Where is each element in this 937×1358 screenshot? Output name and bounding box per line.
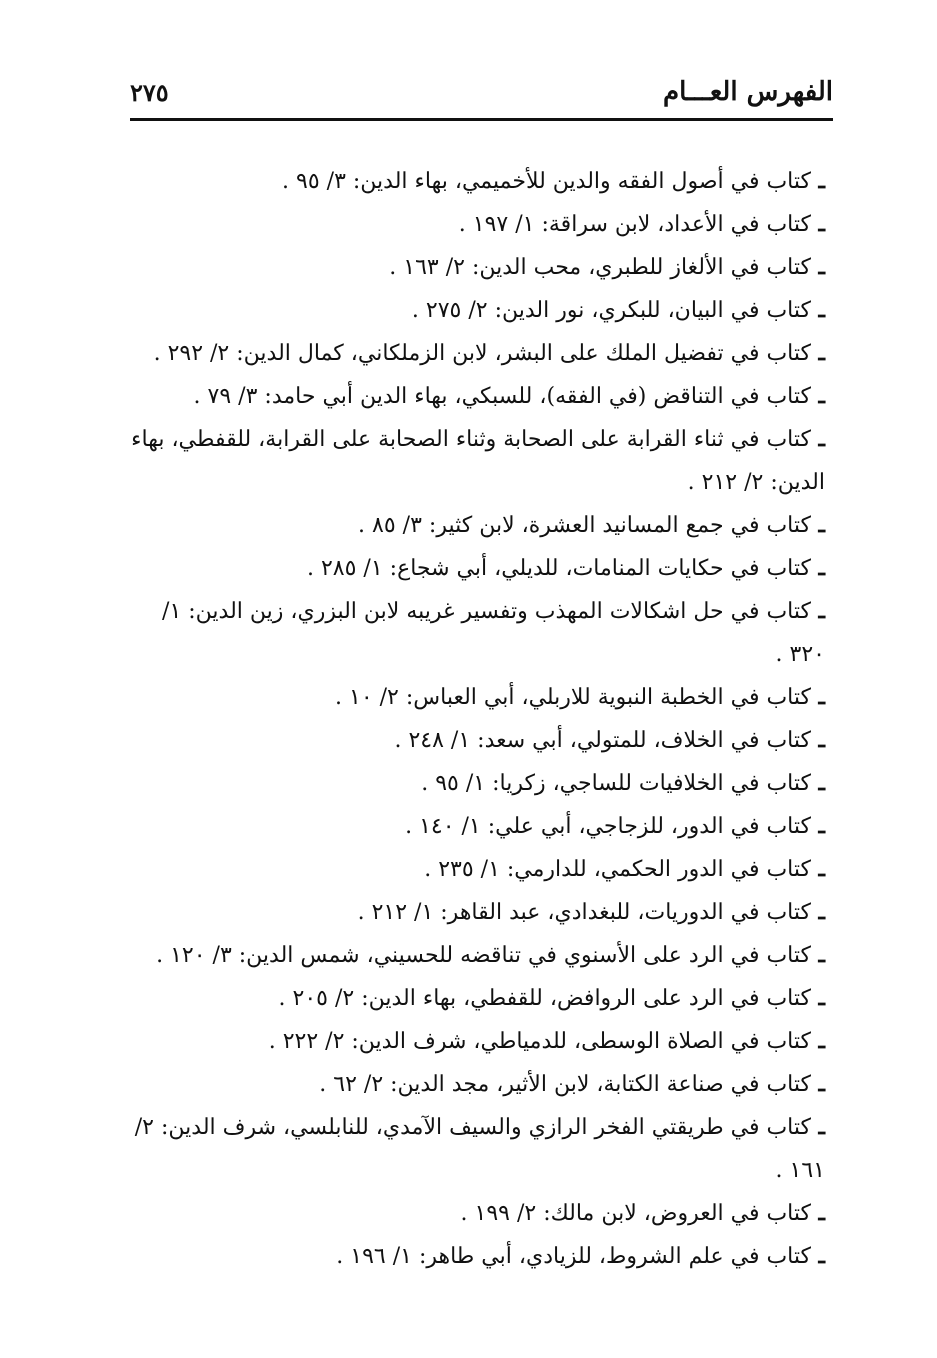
entry-text: كتاب في علم الشروط، للزيادي، أبي طاهر: ١/ ١٩٦ . [336,1244,811,1269]
page-header [130,68,833,116]
entry-text: كتاب في ثناء القرابة على الصحابة وثناء الصحابة على القرابة، للقفطي، بهاء الدين: ٢/ ٢١٢ . [131,427,825,495]
index-entry [130,547,825,590]
index-entry [130,1106,825,1192]
index-entry [130,504,825,547]
entry-dash: ـ [818,512,825,538]
entry-dash: ـ [818,727,825,753]
entry-dash: ـ [818,856,825,882]
index-entry [130,332,825,375]
index-entry [130,1192,825,1235]
entry-text: كتاب في صناعة الكتابة، لابن الأثير، مجد الدين: ٢/ ٦٢ . [319,1072,811,1097]
entry-dash: ـ [818,1028,825,1054]
entry-text: كتاب في طريقتي الفخر الرازي والسيف الآمدي، للنابلسي، شرف الدين: ٢/ ١٦١ . [134,1115,825,1183]
entry-dash: ـ [818,1243,825,1269]
entry-text: كتاب في العروض، لابن مالك: ٢/ ١٩٩ . [460,1201,811,1226]
entry-dash: ـ [818,168,825,194]
entry-dash: ـ [818,985,825,1011]
entry-dash: ـ [818,426,825,452]
index-entry [130,1063,825,1106]
index-entry [130,762,825,805]
entry-dash: ـ [818,211,825,237]
entry-text: كتاب في الدور الحكمي، للدارمي: ١/ ٢٣٥ . [424,857,811,882]
entry-text: كتاب في تفضيل الملك على البشر، لابن الزملكاني، كمال الدين: ٢/ ٢٩٢ . [153,341,811,366]
entry-text: كتاب في الأعداد، لابن سراقة: ١/ ١٩٧ . [458,212,811,237]
index-entry [130,160,825,203]
index-entry [130,719,825,762]
entry-dash: ـ [818,383,825,409]
entry-text: كتاب في الدوريات، للبغدادي، عبد القاهر: ١/ ٢١٢ . [357,900,811,925]
entry-dash: ـ [818,1114,825,1140]
index-entry [130,1235,825,1278]
entry-dash: ـ [818,813,825,839]
entry-text: كتاب في أصول الفقه والدين للأخميمي، بهاء الدين: ٣/ ٩٥ . [282,169,811,194]
running-title: الفهرس العـــام [663,77,833,107]
index-entry [130,1020,825,1063]
entry-text: كتاب في الخطبة النبوية للاربلي، أبي العباس: ٢/ ١٠ . [335,685,811,710]
entry-text: كتاب في الدور، للزجاجي، أبي علي: ١/ ١٤٠ . [405,814,811,839]
entry-text: كتاب في الرد على الأسنوي في تناقضه للحسيني، شمس الدين: ٣/ ١٢٠ . [156,943,811,968]
entry-dash: ـ [818,297,825,323]
entry-text: كتاب في حل اشكالات المهذب وتفسير غريبه لابن البزري، زين الدين: ١/ ٣٢٠ . [162,599,825,667]
entry-dash: ـ [818,684,825,710]
index-entry [130,289,825,332]
entry-dash: ـ [818,1071,825,1097]
entry-text: كتاب في البيان، للبكري، نور الدين: ٢/ ٢٧٥ . [411,298,811,323]
page-number: ٢٧٥ [130,77,169,107]
entry-text: كتاب في الرد على الروافض، للقفطي، بهاء الدين: ٢/ ٢٠٥ . [278,986,811,1011]
index-entry [130,418,825,504]
entry-dash: ـ [818,899,825,925]
entry-text: كتاب في الألغاز للطبري، محب الدين: ٢/ ١٦٣ . [389,255,811,280]
entry-dash: ـ [818,1200,825,1226]
index-entry [130,375,825,418]
entry-dash: ـ [818,340,825,366]
index-entry [130,590,825,676]
index-entry [130,934,825,977]
index-entry [130,246,825,289]
index-entry [130,977,825,1020]
index-entry [130,676,825,719]
entry-dash: ـ [818,942,825,968]
index-entry [130,805,825,848]
entry-dash: ـ [818,770,825,796]
index-entry [130,891,825,934]
header-rule [130,118,833,121]
entry-dash: ـ [818,598,825,624]
entry-text: كتاب في التناقض (في الفقه)، للسبكي، بهاء الدين أبي حامد: ٣/ ٧٩ . [193,384,811,409]
entry-text: كتاب في حكايات المنامات، للديلي، أبي شجاع: ١/ ٢٨٥ . [306,556,811,581]
entry-dash: ـ [818,254,825,280]
index-entry [130,848,825,891]
entry-dash: ـ [818,555,825,581]
entry-text: كتاب في جمع المسانيد العشرة، لابن كثير: ٣/ ٨٥ . [358,513,811,538]
index-entries [130,160,825,1278]
entry-text: كتاب في الصلاة الوسطى، للدمياطي، شرف الدين: ٢/ ٢٢٢ . [268,1029,811,1054]
entry-text: كتاب في الخلافيات للساجي، زكريا: ١/ ٩٥ . [421,771,811,796]
entry-text: كتاب في الخلاف، للمتولي، أبي سعد: ١/ ٢٤٨ . [394,728,811,753]
index-entry [130,203,825,246]
